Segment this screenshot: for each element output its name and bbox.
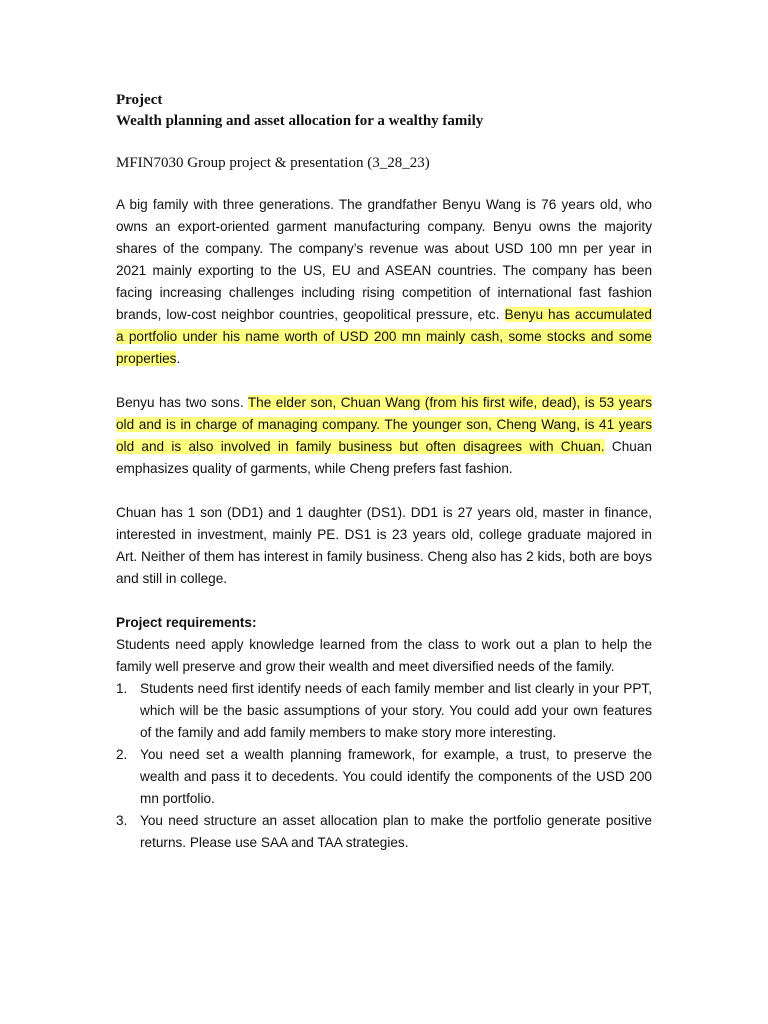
list-number: 2. [116, 747, 128, 762]
list-item-text: You need structure an asset allocation plan to make the portfolio generate positive returns. Please use SAA and TAA strategies. [140, 813, 652, 850]
list-number: 1. [116, 681, 128, 696]
project-title: Wealth planning and asset allocation for a wealthy family [116, 113, 484, 129]
paragraph-text: A big family with three generations. The grandfather Benyu Wang is 76 years old, who owns an export-oriented garment manufacturing company. Benyu owns the majority shares of the company. The company’s revenue was about USD 100 mn per year in 2021 mainly exporting to the US, EU and ASEAN countries. The company has been facing increasing challenges including rising competition of international fast fashion brands, low-cost neighbor countries, geopolitical pressure, etc. [116, 197, 652, 322]
course-subtitle: MFIN7030 Group project & presentation (3_28_23) [116, 155, 430, 171]
list-item [116, 744, 652, 810]
paragraph-text: Benyu has two sons. [116, 395, 248, 410]
sons-paragraph [116, 392, 652, 480]
grandchildren-paragraph: Chuan has 1 son (DD1) and 1 daughter (DS1). DD1 is 27 years old, master in finance, interested in investment, mainly PE. DS1 is 23 years old, college graduate majored in Art. Neither of them has interest in family business. Cheng also has 2 kids, both are boys and still in college. [116, 505, 652, 586]
list-item-text: You need set a wealth planning framework, for example, a trust, to preserve the wealth and pass it to decedents. You could identify the components of the USD 200 mn portfolio. [140, 747, 652, 806]
list-number: 3. [116, 813, 128, 828]
list-item [116, 678, 652, 744]
paragraph-text: Chuan emphasizes quality of garments, while Cheng prefers fast fashion. [116, 439, 652, 476]
list-item [116, 810, 652, 854]
project-label: Project [116, 92, 163, 108]
paragraph-text: . [176, 351, 181, 366]
requirements-heading: Project requirements: [116, 615, 257, 630]
requirements-list [116, 678, 652, 854]
list-item-text: Students need first identify needs of each family member and list clearly in your PPT, which will be the basic assumptions of your story. You could add your own features of the family and add family members to make story more interesting. [140, 681, 652, 740]
family-background-paragraph [116, 194, 652, 370]
highlighted-text: The elder son, Chuan Wang (from his first wife, dead), is 53 years old and is in charge of managing company. The younger son, Cheng Wang, is 41 years old and is also involved in family business but often disagrees with Chuan. [116, 395, 652, 454]
requirements-intro: Students need apply knowledge learned from the class to work out a plan to help the family well preserve and grow their wealth and meet diversified needs of the family. [116, 637, 652, 674]
highlighted-text: Benyu has accumulated a portfolio under his name worth of USD 200 mn mainly cash, some stocks and some properties [116, 307, 652, 366]
document-body [116, 90, 652, 854]
